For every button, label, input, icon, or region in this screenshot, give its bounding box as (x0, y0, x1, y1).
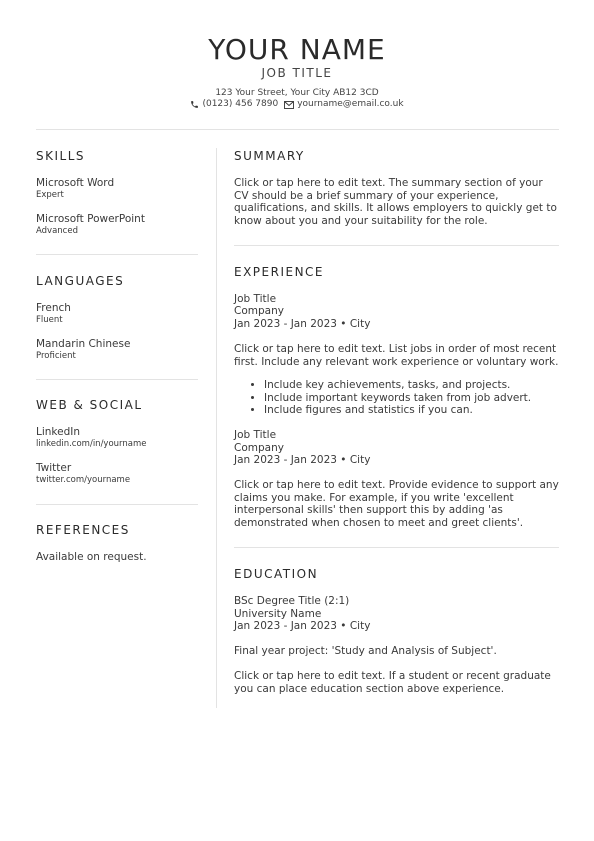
company-name[interactable]: Company (234, 305, 284, 317)
education-heading: EDUCATION (234, 567, 319, 581)
section-divider (36, 379, 198, 380)
social-name[interactable]: Twitter (36, 462, 72, 474)
job-dates[interactable]: Jan 2023 - Jan 2023 • City (234, 318, 371, 330)
job-title[interactable]: JOB TITLE (261, 66, 333, 80)
list-item[interactable]: • Include figures and statistics if you can. (264, 404, 564, 417)
company-name[interactable]: Company (234, 442, 284, 454)
column-divider (216, 148, 217, 708)
skills-heading: SKILLS (36, 149, 86, 163)
education-note[interactable]: Click or tap here to edit text. If a student or recent graduate you can place education section above experience. (234, 670, 551, 695)
experience-heading: EXPERIENCE (234, 265, 325, 279)
job-dates[interactable]: Jan 2023 - Jan 2023 • City (234, 454, 371, 466)
social-name[interactable]: LinkedIn (36, 426, 81, 438)
skill-name[interactable]: Microsoft Word (36, 177, 115, 189)
skill-name[interactable]: Microsoft PowerPoint (36, 213, 145, 225)
language-name[interactable]: Mandarin Chinese (36, 338, 131, 350)
candidate-name[interactable]: YOUR NAME (208, 33, 386, 66)
address[interactable]: 123 Your Street, Your City AB12 3CD (215, 88, 379, 98)
job-description[interactable]: Click or tap here to edit text. List jobs in order of most recent first. Include any relevant work experience or voluntary work. (234, 343, 559, 368)
list-item[interactable]: • Include important keywords taken from job advert. (264, 392, 564, 405)
summary-text[interactable]: Click or tap here to edit text. The summary section of your CV should be a brief summary of your experience, qualifications, and skills. It allows employers to quickly get to know about you and your suitability for the role. (234, 177, 557, 227)
languages-heading: LANGUAGES (36, 274, 125, 288)
phone-icon (190, 100, 199, 109)
contact-line (0, 99, 594, 110)
social-link[interactable]: linkedin.com/in/yourname (36, 439, 147, 449)
language-level[interactable]: Proficient (36, 351, 76, 361)
summary-heading: SUMMARY (234, 149, 305, 163)
final-project[interactable]: Final year project: 'Study and Analysis of Subject'. (234, 645, 497, 657)
references-heading: REFERENCES (36, 523, 130, 537)
section-divider (36, 504, 198, 505)
job-title-entry[interactable]: Job Title (234, 429, 277, 441)
section-divider (234, 245, 559, 246)
section-divider (234, 547, 559, 548)
social-link[interactable]: twitter.com/yourname (36, 475, 131, 485)
job-title-entry[interactable]: Job Title (234, 293, 277, 305)
envelope-icon (284, 101, 294, 109)
language-level[interactable]: Fluent (36, 315, 63, 325)
language-name[interactable]: French (36, 302, 71, 314)
email-contact[interactable] (284, 99, 403, 110)
section-divider (36, 254, 198, 255)
university-name[interactable]: University Name (234, 608, 322, 620)
skill-level[interactable]: Expert (36, 190, 64, 200)
phone-contact[interactable] (190, 99, 278, 110)
job-description[interactable]: Click or tap here to edit text. Provide evidence to support any claims you make. For example, if you write 'excellent interpersonal skills' then support this by adding 'as demonstrated when chosen to meet and greet clients'. (234, 479, 559, 529)
skill-level[interactable]: Advanced (36, 226, 78, 236)
web-social-heading: WEB & SOCIAL (36, 398, 143, 412)
list-item[interactable]: • Include key achievements, tasks, and projects. (264, 379, 564, 392)
header-divider (36, 129, 559, 130)
references-text[interactable]: Available on request. (36, 551, 147, 563)
degree-title[interactable]: BSc Degree Title (2:1) (234, 595, 350, 607)
phone-number: (0123) 456 7890 (202, 99, 279, 109)
education-dates[interactable]: Jan 2023 - Jan 2023 • City (234, 620, 371, 632)
email-address: yourname@email.co.uk (297, 99, 404, 109)
achievements-list (234, 379, 564, 417)
